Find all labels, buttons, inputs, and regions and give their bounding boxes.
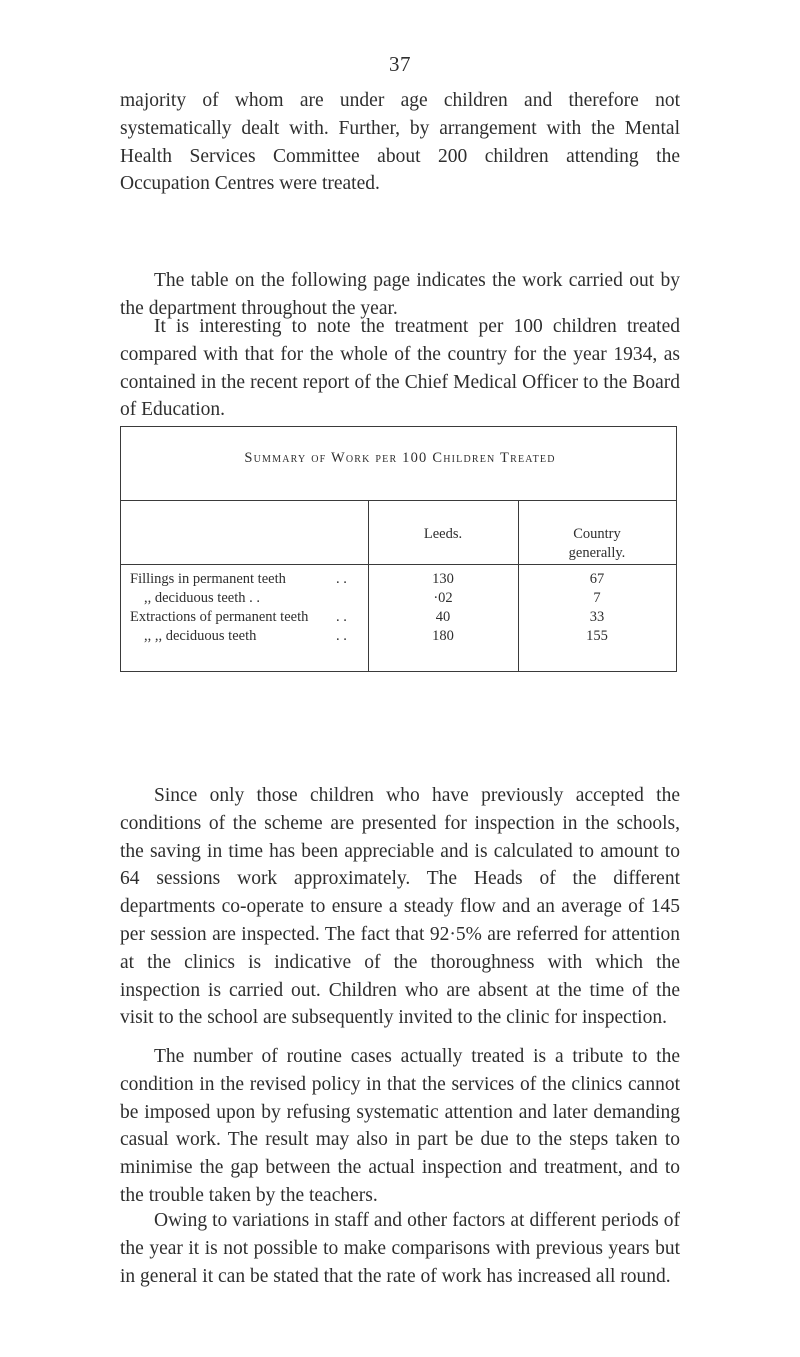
leader-dots: . .: [336, 609, 347, 625]
column-header-leeds: [368, 525, 518, 544]
table-row-label: ,, deciduous teeth . .: [144, 590, 260, 606]
table-title: Summary of Work per 100 Children Treated: [244, 450, 556, 466]
column-header-country-line1: Country: [573, 526, 621, 542]
paragraph-3: It is interesting to note the treatment per 100 children treated compared with that for the whole of the country for the year 1934, as contained in the recent report of the Chief Medical Officer to the Board of Education.: [120, 316, 680, 421]
paragraph-5: The number of routine cases actually treated is a tribute to the condition in the revised policy in that the services of the clinics cannot be imposed upon by refusing systematic attention and later demanding casual work. The result may also in part be due to the steps taken to minimise the gap between the actual inspection and treatment, and to the trouble taken by the teachers.: [120, 1046, 680, 1206]
table-cell-leeds: 130: [432, 571, 454, 587]
table-header-rule: [120, 500, 676, 501]
table-row-label: Fillings in permanent teeth: [130, 571, 286, 587]
paragraph-4: Since only those children who have previously accepted the conditions of the scheme are presented for inspection in the schools, the saving in time has been appreciable and is calculated to amount to 64 sessions work approximately. The Heads of the different departments co-operate to ensure a steady flow and an average of 145 per session are inspected. The fact that 92·5% are referred for attention at the clinics is indicative of the thoroughness with which the inspection is carried out. Children who are absent at the time of the visit to the school are subsequently invited to the clinic for inspection.: [120, 785, 680, 1029]
paragraph-6: Owing to variations in staff and other factors at different periods of the year it is not possible to make comparisons with previous years but in general it can be stated that the rate of work has increased all round.: [120, 1210, 680, 1287]
leader-dots: . .: [336, 571, 347, 587]
summary-table: [120, 426, 680, 672]
table-top-rule: [120, 426, 676, 427]
table-cell-country: 33: [589, 609, 605, 625]
paragraph-1: majority of whom are under age children and therefore not systematically dealt with. Further, by arrangement with the Mental Health Services Committee about 200 children attending the Occupation Centres were treated.: [120, 90, 680, 195]
leader-dots: . .: [336, 628, 347, 644]
paragraph-2: The table on the following page indicates the work carried out by the department throughout the year.: [120, 270, 680, 319]
column-header-country: [518, 525, 676, 563]
page-number: 37: [389, 52, 411, 76]
table-subheader-rule: [120, 564, 676, 565]
column-header-leeds-label: Leeds.: [423, 526, 463, 542]
table-cell-leeds: ·02: [433, 590, 453, 606]
table-cell-leeds: 40: [435, 609, 451, 625]
table-bottom-rule: [120, 671, 676, 672]
column-header-country-line2: generally.: [568, 545, 626, 561]
table-cell-country: 67: [589, 571, 605, 587]
table-cell-country: 155: [586, 628, 608, 644]
table-cell-country: 7: [593, 590, 601, 606]
table-cell-leeds: 180: [432, 628, 454, 644]
table-row-label: Extractions of permanent teeth: [130, 609, 309, 625]
table-row-label: ,, ,, deciduous teeth: [144, 628, 257, 644]
